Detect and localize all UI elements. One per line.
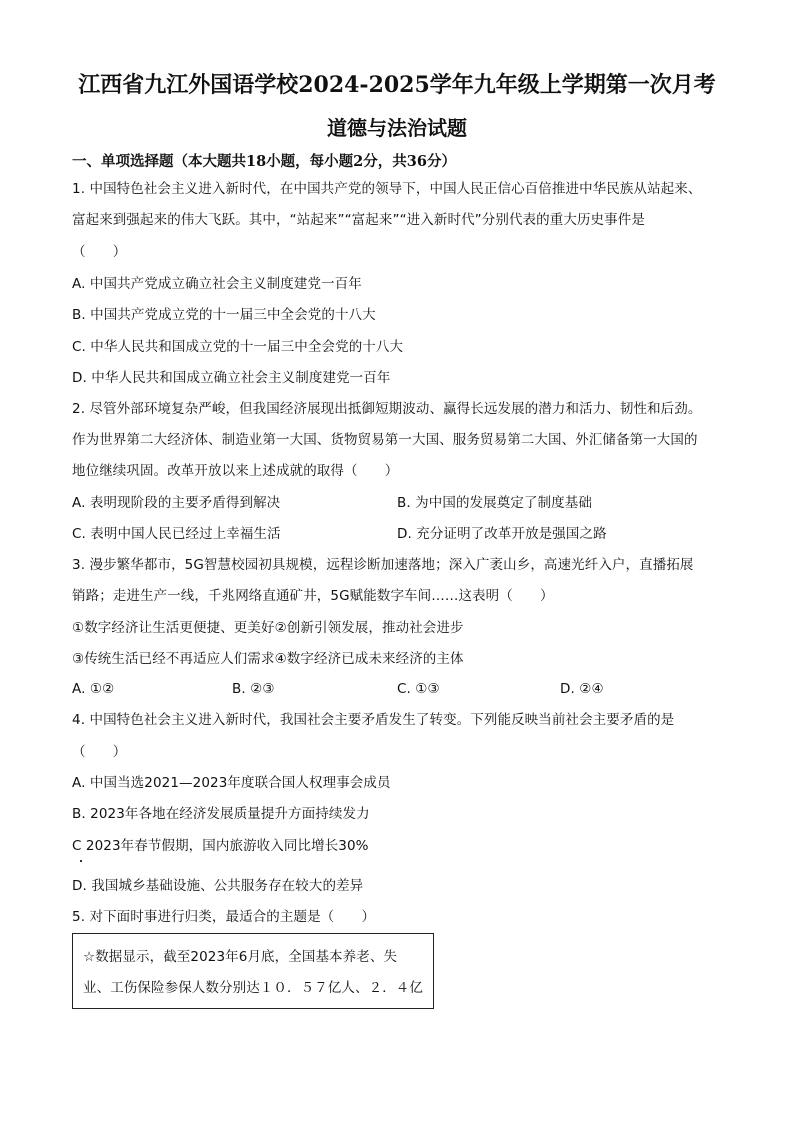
question-3-statements: ③传统生活已经不再适应人们需求④数字经济已成未来经济的主体 <box>72 651 464 667</box>
question-5-stem: 5. 对下面时事进行归类，最适合的主题是（ ） <box>72 909 376 925</box>
question-2-option-d: D. 充分证明了改革开放是强国之路 <box>397 526 607 542</box>
stray-mark <box>80 860 82 862</box>
question-4-option-a: A. 中国当选2021—2023年度联合国人权理事会成员 <box>72 775 391 791</box>
exam-subtitle: 道德与法治试题 <box>327 116 467 140</box>
question-1-option-a: A. 中国共产党成立确立社会主义制度建党一百年 <box>72 276 362 292</box>
question-2-option-c: C. 表明中国人民已经过上幸福生活 <box>72 526 281 542</box>
material-line: 业、工伤保险参保人数分别达１０．５７亿人、２．４亿 <box>83 980 423 996</box>
question-4-option-d: D. 我国城乡基础设施、公共服务存在较大的差异 <box>72 878 364 894</box>
question-1-option-b: B. 中国共产党成立党的十一届三中全会党的十八大 <box>72 307 376 323</box>
question-5-material-box <box>72 933 434 1009</box>
question-4-option-b: B. 2023年各地在经济发展质量提升方面持续发力 <box>72 806 370 822</box>
question-2-stem: 地位继续巩固。改革开放以来上述成就的取得（ ） <box>72 463 399 479</box>
material-line: ☆数据显示，截至2023年6月底，全国基本养老、失 <box>83 949 398 965</box>
question-4-option-c: C 2023年春节假期，国内旅游收入同比增长30% <box>72 838 369 854</box>
question-3-option-a: A. ①② <box>72 681 115 697</box>
question-2-stem: 2. 尽管外部环境复杂严峻，但我国经济展现出抵御短期波动、赢得长远发展的潜力和活力、韧性和后劲。 <box>72 401 702 417</box>
question-1-stem: （ ） <box>72 244 127 260</box>
question-3-stem: 销路；走进生产一线，千兆网络直通矿井，5G赋能数字车间……这表明（ ） <box>72 588 554 604</box>
question-3-statements: ①数字经济让生活更便捷、更美好②创新引领发展，推动社会进步 <box>72 620 464 636</box>
question-3-option-b: B. ②③ <box>232 681 275 697</box>
question-3-option-c: C. ①③ <box>397 681 440 697</box>
question-1-stem: 富起来到强起来的伟大飞跃。其中，“站起来”“富起来”“进入新时代”分别代表的重大历史事件是 <box>72 212 645 228</box>
question-2-stem: 作为世界第二大经济体、制造业第一大国、货物贸易第一大国、服务贸易第二大国、外汇储备第一大国的 <box>72 432 698 448</box>
question-2-option-b: B. 为中国的发展奠定了制度基础 <box>397 495 592 511</box>
question-1-option-c: C. 中华人民共和国成立党的十一届三中全会党的十八大 <box>72 339 404 355</box>
section-heading: 一、单项选择题（本大题共18小题，每小题2分，共36分） <box>72 153 456 170</box>
question-3-stem: 3. 漫步繁华都市，5G智慧校园初具规模，远程诊断加速落地；深入广袤山乡，高速光纤入户，直播拓展 <box>72 557 694 573</box>
question-4-stem: 4. 中国特色社会主义进入新时代，我国社会主要矛盾发生了转变。下列能反映当前社会主要矛盾的是 <box>72 712 675 728</box>
question-4-stem: （ ） <box>72 744 127 760</box>
question-3-option-d: D. ②④ <box>560 681 604 697</box>
question-1-stem: 1. 中国特色社会主义进入新时代，在中国共产党的领导下，中国人民正信心百倍推进中华民族从站起来、 <box>72 181 702 197</box>
question-2-option-a: A. 表明现阶段的主要矛盾得到解决 <box>72 495 281 511</box>
exam-title: 江西省九江外国语学校2024-2025学年九年级上学期第一次月考 <box>78 72 716 98</box>
question-1-option-d: D. 中华人民共和国成立确立社会主义制度建党一百年 <box>72 370 391 386</box>
